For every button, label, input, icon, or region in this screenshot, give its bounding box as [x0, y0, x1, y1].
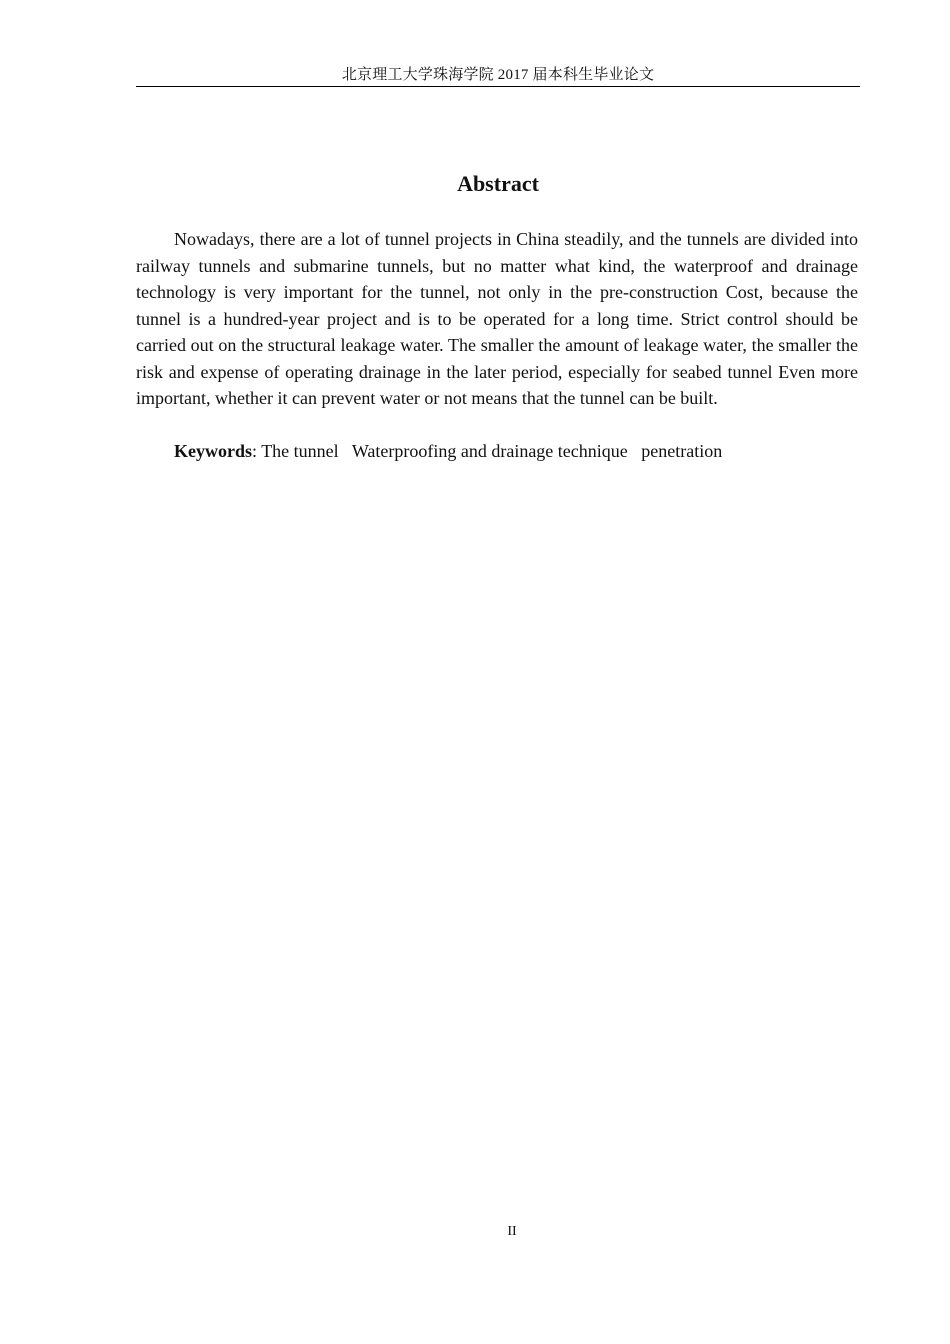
abstract-title: Abstract — [457, 171, 539, 196]
keywords-separator: : — [252, 441, 262, 461]
abstract-body: Nowadays, there are a lot of tunnel projects in China steadily, and the tunnels are divided into railway tunnels and submarine tunnels, but no matter what kind, the waterproof and drainage technology is very important for the tunnel, not only in the pre-construction Cost, because the tunnel is a hundred-year project and is to be operated for a long time. Strict control should be carried out on the structural leakage water. The smaller the amount of leakage water, the smaller the risk and expense of operating drainage in the later period, especially for seabed tunnel Even more important, whether it can prevent water or not means that the tunnel can be built. — [136, 229, 858, 408]
keywords-value: The tunnel Waterproofing and drainage technique penetration — [261, 441, 723, 461]
keywords-line — [136, 438, 858, 465]
running-header: 北京理工大学珠海学院 2017 届本科生毕业论文 — [136, 64, 860, 87]
keywords-label: Keywords — [174, 441, 252, 461]
page-number: II — [507, 1224, 517, 1239]
